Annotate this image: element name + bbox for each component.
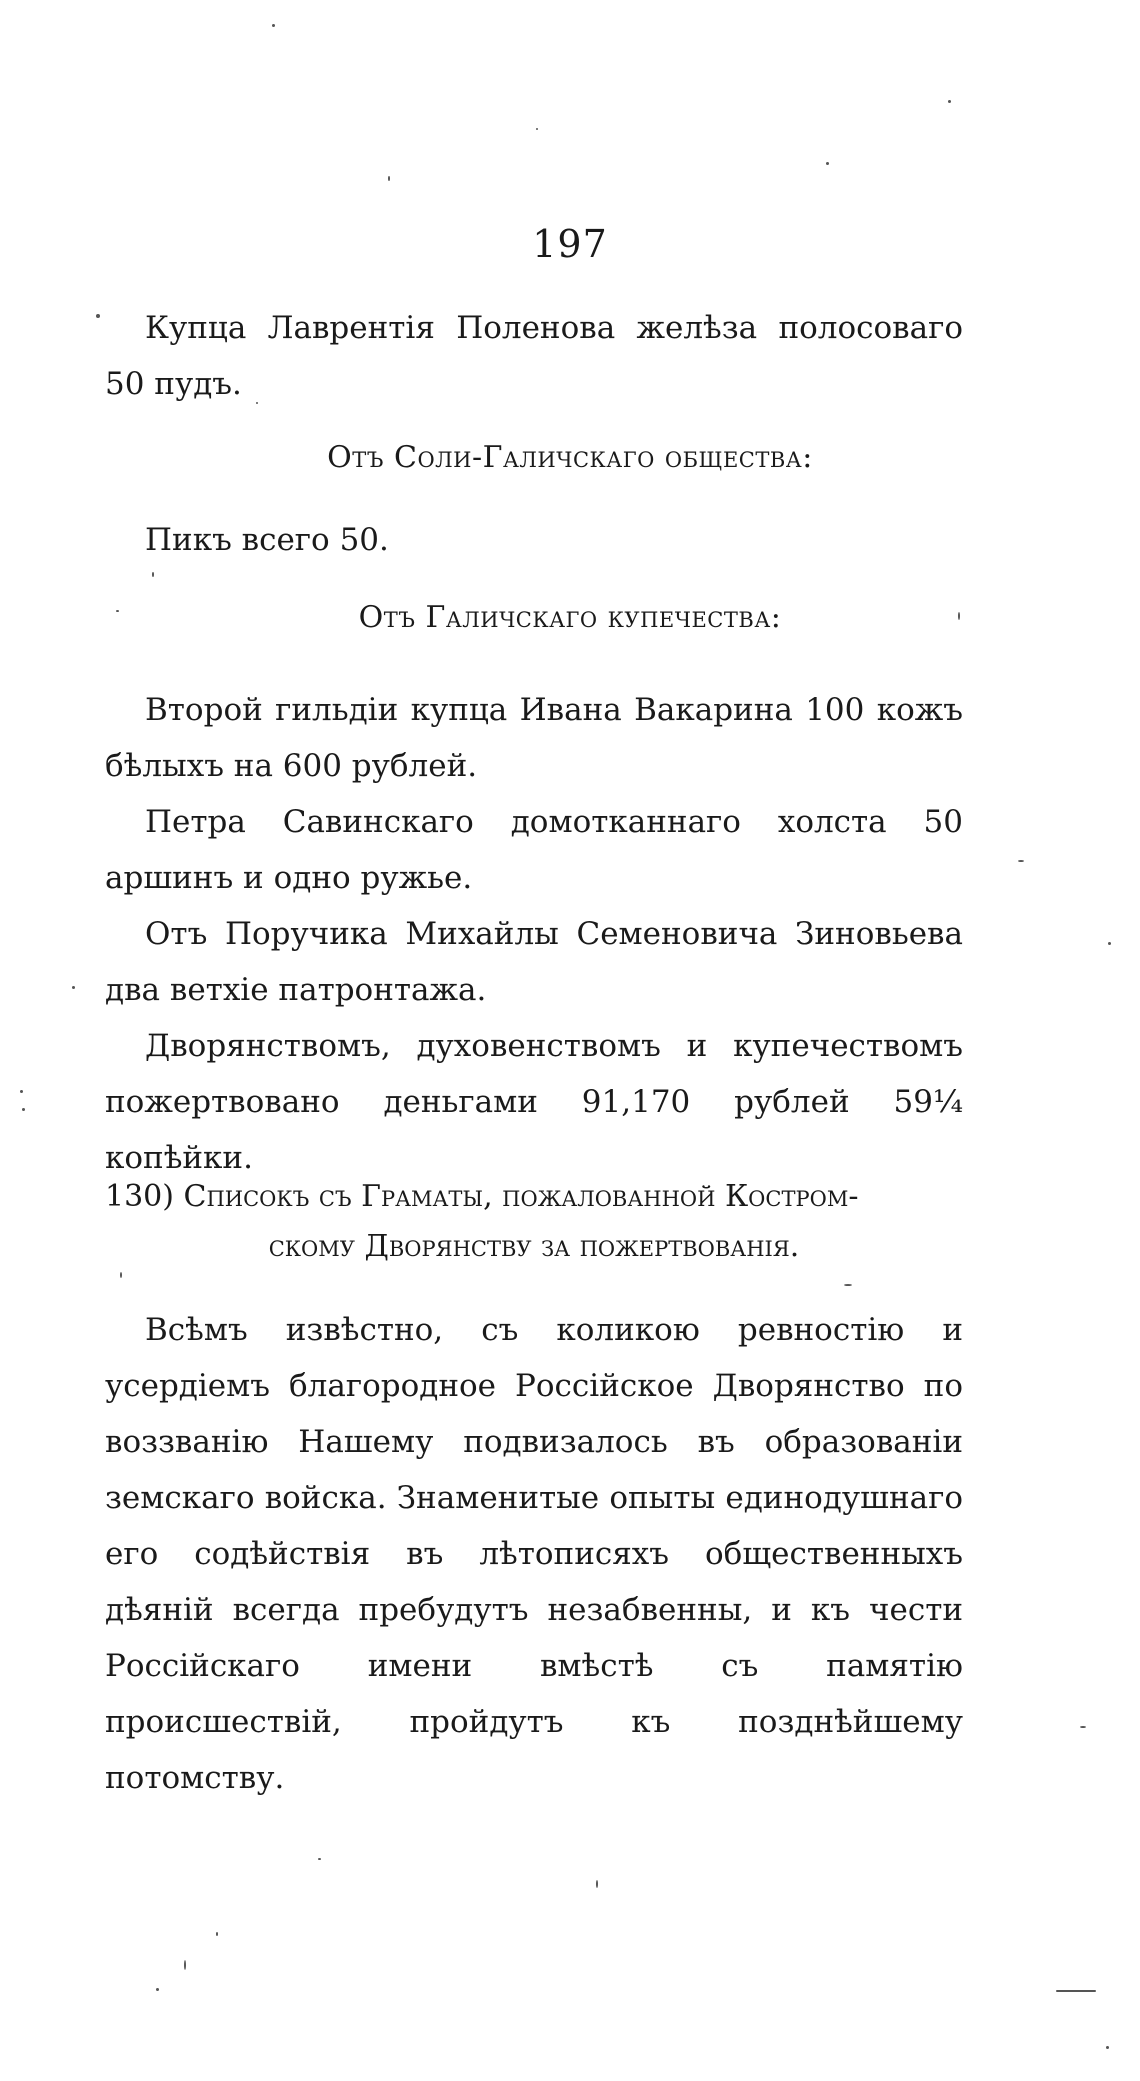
- paragraph-savinsky: [105, 794, 963, 906]
- paragraph-vakarin: [105, 682, 963, 794]
- scan-speck: [216, 1932, 218, 1936]
- scan-speck: [184, 1960, 186, 1970]
- heading-soli-galich: Отъ Соли-Галичскаго общества:: [327, 440, 813, 475]
- scan-speck: [120, 1272, 122, 1278]
- scan-speck: [272, 24, 275, 27]
- scan-speck: [318, 1858, 321, 1860]
- section-title-line1: 130) Списокъ съ Граматы, пожалованной Костром-: [105, 1179, 859, 1214]
- scan-speck: [156, 1988, 159, 1991]
- paragraph-savinsky-text: Петра Савинскаго домотканнаго холста 50 аршинъ и одно ружье.: [105, 804, 963, 896]
- paragraph-zinoviev: [105, 906, 963, 1018]
- scan-speck: [1106, 2046, 1109, 2049]
- scan-speck: [1018, 860, 1024, 862]
- scan-speck: [96, 314, 100, 318]
- page-number: 197: [532, 222, 608, 266]
- paragraph-total: [105, 1018, 963, 1186]
- scan-speck: [958, 612, 960, 620]
- paragraph-zinoviev-text: Отъ Поручика Михайлы Семеновича Зиновьева два ветхіе патронтажа.: [105, 916, 963, 1008]
- paragraph-pik: [105, 512, 963, 568]
- paragraph-vakarin-text: Второй гильдіи купца Ивана Вакарина 100 кожъ бѣлыхъ на 600 рублей.: [105, 692, 963, 784]
- paragraph-total-text: Дворянствомъ, духовенствомъ и купечествомъ пожертвовано деньгами 91,170 рублей 59¼ копѣйки.: [105, 1028, 963, 1176]
- scan-speck: [20, 1090, 23, 1093]
- scan-speck: [596, 1880, 598, 1888]
- scan-speck: [536, 128, 538, 130]
- paragraph-main-text: Всѣмъ извѣстно, съ коликою ревностію и усердіемъ благородное Россійское Дворянство по воззванію Нашему подвизалось въ образованіи земскаго войска. Знаменитые опыты единодушнаго его содѣйствія въ лѣтописяхъ общественныхъ дѣяній всегда пребудутъ незабвенны, и къ чести Россійскаго имени вмѣстѣ съ памятію происшествій, пройдутъ къ позднѣйшему потомству.: [105, 1312, 963, 1796]
- section-title-line2: скому Дворянству за пожертвованія.: [268, 1229, 800, 1264]
- paragraph-pik-text: Пикъ всего 50.: [145, 522, 389, 558]
- paragraph-lavrentiy-text: Купца Лаврентія Поленова желѣза полосоваго 50 пудъ.: [105, 310, 963, 402]
- section-title-130: [105, 1172, 963, 1272]
- scan-speck: [844, 1284, 852, 1286]
- scan-speck: [1108, 942, 1111, 945]
- scan-speck: [22, 1108, 25, 1111]
- scan-speck: [116, 610, 119, 612]
- scan-speck: [1080, 1726, 1086, 1728]
- heading-galich: Отъ Галичскаго купечества:: [358, 600, 782, 635]
- scan-speck: [256, 402, 258, 404]
- scan-speck: [72, 986, 75, 989]
- paragraph-main: [105, 1302, 963, 1806]
- scan-speck: [948, 100, 951, 103]
- scan-speck: [1056, 1990, 1096, 1992]
- scan-speck: [826, 162, 829, 165]
- scan-speck: [388, 176, 390, 181]
- scan-speck: [152, 572, 154, 577]
- paragraph-lavrentiy: [105, 300, 963, 412]
